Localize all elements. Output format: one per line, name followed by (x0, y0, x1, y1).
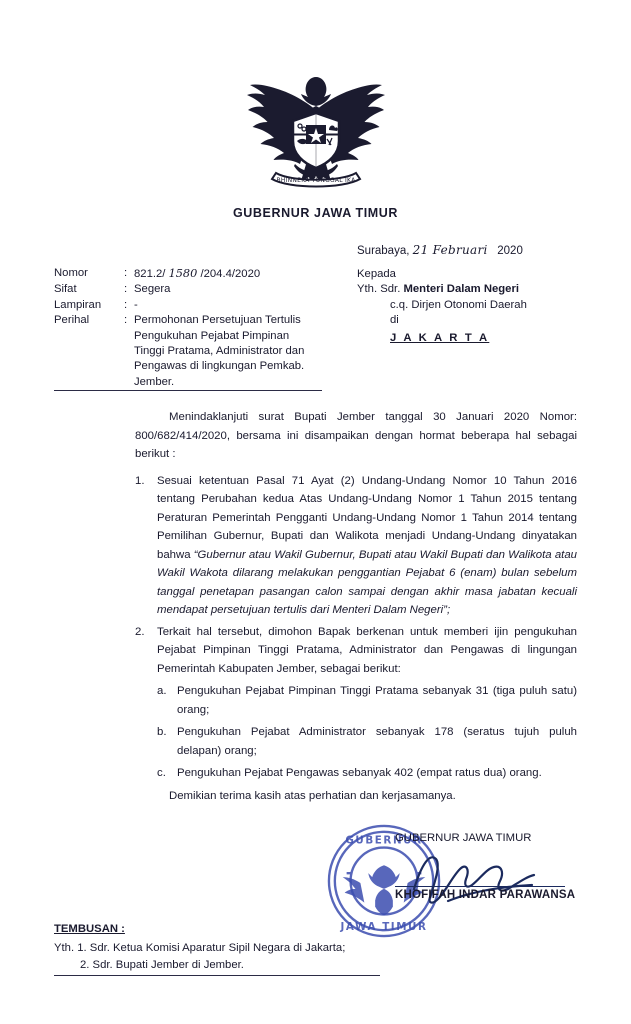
body-item-1 (135, 472, 577, 620)
meta-value-lampiran: - (134, 298, 138, 311)
body-item-1-marker: 1. (135, 474, 145, 487)
meta-row-perihal (54, 313, 322, 390)
meta-colon-sifat: : (124, 283, 128, 296)
place-text: Surabaya, (357, 245, 410, 257)
body-item-1-text: Sesuai ketentuan Pasal 71 Ayat (2) Undang-Undang Nomor 10 Tahun 2016 tentang Perubahan kedua Atas Undang-Undang Nomor 1 Tahun 2015 tentang Peraturan Pemerintah Pengganti Undang-Undang Nomor 1 Tahun 2014 tentang Pemilihan Gubernur, Bupati dan Walikota menjadi Undang-Undang dinyatakan bahwa (157, 474, 577, 561)
meta-label-lampiran: Lampiran (54, 298, 102, 311)
meta-row-sifat (54, 282, 322, 297)
body-sub-list (157, 682, 577, 783)
tembusan-block (54, 921, 345, 974)
emblem-container (0, 62, 631, 190)
meta-colon-lampiran: : (124, 298, 128, 311)
body-subitem-b-text: Pengukuhan Pejabat Administrator sebanyak 178 (seratus tujuh puluh delapan) orang; (177, 726, 577, 757)
tembusan-divider (54, 975, 380, 976)
tembusan-title: TEMBUSAN : (54, 923, 125, 935)
addressee-city: J A K A R T A (390, 331, 490, 344)
letter-meta (54, 266, 322, 390)
body-subitem-a (157, 682, 577, 719)
tembusan-list (54, 940, 345, 973)
body-subitem-b (157, 723, 577, 760)
body-item-2-marker: 2. (135, 625, 145, 638)
body-item-1-quote: “Gubernur atau Wakil Gubernur, Bupati atau Wakil Bupati dan Walikota atau Wakil Wakota dilarang melakukan penggantian Pejabat 6 (enam) bulan sebelum tanggal penetapan pasangan calon sampai dengan akhir masa jabatan kecuali mendapat persetujuan tertulis dari Menteri Dalam Negeri”; (157, 548, 577, 616)
meta-colon-perihal: : (124, 314, 128, 327)
body-item-2 (135, 623, 577, 783)
body-subitem-b-marker: b. (157, 726, 167, 738)
garuda-pancasila-emblem (241, 62, 391, 190)
body-intro: Menindaklanjuti surat Bupati Jember tanggal 30 Januari 2020 Nomor: 800/682/414/2020, bersama ini disampaikan dengan hormat beberapa hal sebagai berikut : (135, 411, 577, 460)
nomor-handwritten: 1580 (168, 267, 198, 280)
meta-label-perihal: Perihal (54, 314, 90, 327)
tembusan-item-1: Yth. 1. Sdr. Ketua Komisi Aparatur Sipil Negara di Jakarta; (54, 942, 346, 954)
addressee-city-wrap (357, 329, 527, 346)
page-title: GUBERNUR JAWA TIMUR (232, 206, 399, 220)
tembusan-item-2: 2. Sdr. Bupati Jember di Jember. (80, 959, 244, 971)
letter-body (135, 408, 577, 805)
addressee-cq: c.q. Dirjen Otonomi Daerah (390, 298, 527, 311)
addressee-recipient (357, 282, 527, 297)
meta-label-sifat: Sifat (54, 283, 77, 296)
meta-row-nomor (54, 266, 322, 282)
addressee-di: di (390, 314, 399, 327)
emblem-motto-text: BHINNEKA TUNGGAL IKA (276, 177, 355, 184)
place-date (357, 243, 523, 257)
body-subitem-c-text: Pengukuhan Pejabat Pengawas sebanyak 402 (empat ratus dua) orang. (177, 767, 542, 779)
signature-title: GUBERNUR JAWA TIMUR (395, 832, 532, 844)
year-text: 2020 (497, 245, 523, 257)
signature-rule (395, 886, 565, 887)
meta-divider (54, 390, 322, 391)
meta-row-lampiran (54, 298, 322, 313)
body-numbered-list (135, 472, 577, 783)
addressee-name: Menteri Dalam Negeri (403, 283, 520, 296)
meta-value-nomor (134, 266, 322, 282)
body-subitem-c-marker: c. (157, 767, 166, 779)
nomor-prefix: 821.2/ (134, 268, 166, 280)
meta-value-perihal: Permohonan Persetujuan Tertulis Pengukuhan Pejabat Pimpinan Tinggi Pratama, Administrator dan Pengawas di lingkungan Pemkab. Jember. (134, 314, 305, 388)
body-closing: Demikian terima kasih atas perhatian dan kerjasamanya. (169, 789, 456, 802)
body-subitem-a-marker: a. (157, 685, 167, 697)
stamp-top-text: GUBERNUR (345, 834, 423, 847)
body-item-2-text: Terkait hal tersebut, dimohon Bapak berkenan untuk memberi ijin pengukuhan Pejabat Pimpinan Tinggi Pratama, Administrator dan Pengawas di lingungan Pemerintah Kabupaten Jember, sebagai berikut: (157, 625, 577, 675)
nomor-suffix: /204.4/2020 (200, 268, 261, 280)
signature-name: KHOFIFAH INDAR PARAWANSA (395, 889, 576, 901)
date-handwritten: 21 Februari (412, 243, 488, 257)
handwritten-signature (408, 843, 538, 913)
addressee-block (357, 267, 527, 346)
meta-value-sifat: Segera (134, 283, 171, 296)
stamp-bottom-text: JAWA TIMUR (340, 921, 428, 934)
body-subitem-a-text: Pengukuhan Pejabat Pimpinan Tinggi Pratama sebanyak 31 (tiga puluh satu) orang; (177, 685, 577, 716)
body-subitem-c (157, 764, 577, 783)
meta-label-nomor: Nomor (54, 267, 88, 279)
addressee-prefix: Yth. Sdr. (357, 283, 401, 296)
meta-colon-nomor: : (124, 267, 128, 279)
addressee-kepada: Kepada (357, 268, 396, 280)
